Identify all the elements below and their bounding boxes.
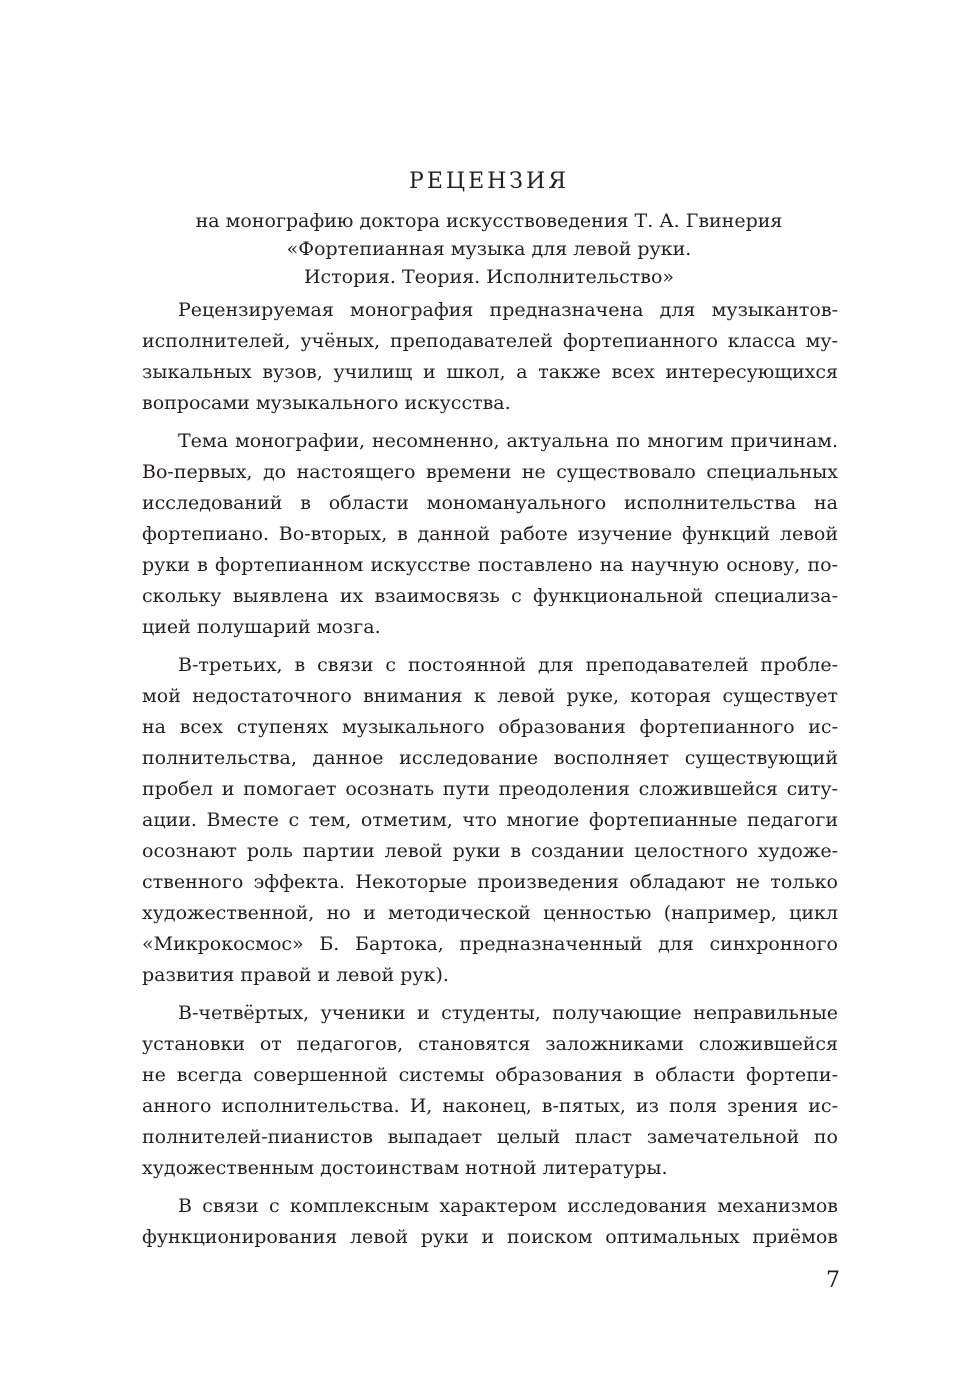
text-line: художественной, но и методической ценностью (например, цикл <box>142 902 838 924</box>
text-line: В-третьих, в связи с постоянной для преподавателей пробле- <box>178 654 838 676</box>
text-line: на всех ступенях музыкального образования фортепианного ис- <box>142 716 838 738</box>
text-line: В связи с комплексным характером исследования механизмов <box>178 1195 838 1217</box>
subtitle <box>140 207 838 291</box>
text-line: Тема монографии, несомненно, актуальна по многим причинам. <box>178 430 838 452</box>
page-heading: РЕЦЕНЗИЯ <box>409 169 569 194</box>
body-text <box>142 295 838 1260</box>
paragraph <box>142 998 838 1184</box>
text-line: зыкальных вузов, училищ и школ, а также всех интересующихся <box>142 361 838 383</box>
subtitle-line: «Фортепианная музыка для левой руки. <box>286 238 692 260</box>
subtitle-line: на монографию доктора искусствоведения Т. А. Гвинерия <box>195 210 783 232</box>
text-line: скольку выявлена их взаимосвязь с функциональной специализа- <box>142 585 838 607</box>
text-line: цией полушарий мозга. <box>142 616 381 638</box>
text-line: исследований в области мономануального исполнительства на <box>142 492 838 514</box>
text-line: мой недостаточного внимания к левой руке, которая существует <box>142 685 838 707</box>
subtitle-line: История. Теория. Исполнительство» <box>303 266 675 288</box>
text-line: фортепиано. Во-вторых, в данной работе изучение функций левой <box>142 523 838 545</box>
text-line: не всегда совершенной системы образования в области фортепи- <box>142 1064 838 1086</box>
text-line: установки от педагогов, становятся заложниками сложившейся <box>142 1033 838 1055</box>
paragraph <box>142 1191 838 1253</box>
text-line: осознают роль партии левой руки в создании целостного художе- <box>142 840 838 862</box>
text-line: художественным достоинствам нотной литературы. <box>142 1157 668 1179</box>
text-line: руки в фортепианном искусстве поставлено на научную основу, по- <box>142 554 838 576</box>
text-line: Рецензируемая монография предназначена для музыкантов- <box>178 299 838 321</box>
paragraph <box>142 295 838 419</box>
text-line: ственного эффекта. Некоторые произведения обладают не только <box>142 871 838 893</box>
text-line: Во-первых, до настоящего времени не существовало специальных <box>142 461 838 483</box>
text-line: вопросами музыкального искусства. <box>142 392 511 414</box>
text-line: исполнителей, учёных, преподавателей фортепианного класса му- <box>142 330 838 352</box>
text-line: «Микрокосмос» Б. Бартока, предназначенный для синхронного <box>142 933 838 955</box>
paragraph <box>142 650 838 991</box>
page-number: 7 <box>826 1268 840 1293</box>
text-line: В-четвёртых, ученики и студенты, получающие неправильные <box>178 1002 838 1024</box>
text-line: пробел и помогает осознать пути преодоления сложившейся ситу- <box>142 778 838 800</box>
text-line: анного исполнительства. И, наконец, в-пятых, из поля зрения ис- <box>142 1095 838 1117</box>
text-line: полнительства, данное исследование восполняет существующий <box>142 747 838 769</box>
text-line: ации. Вместе с тем, отметим, что многие фортепианные педагоги <box>142 809 838 831</box>
paragraph <box>142 426 838 643</box>
text-line: функционирования левой руки и поиском оптимальных приёмов <box>142 1226 838 1248</box>
text-line: развития правой и левой рук). <box>142 964 449 986</box>
text-line: полнителей-пианистов выпадает целый пласт замечательной по <box>142 1126 838 1148</box>
